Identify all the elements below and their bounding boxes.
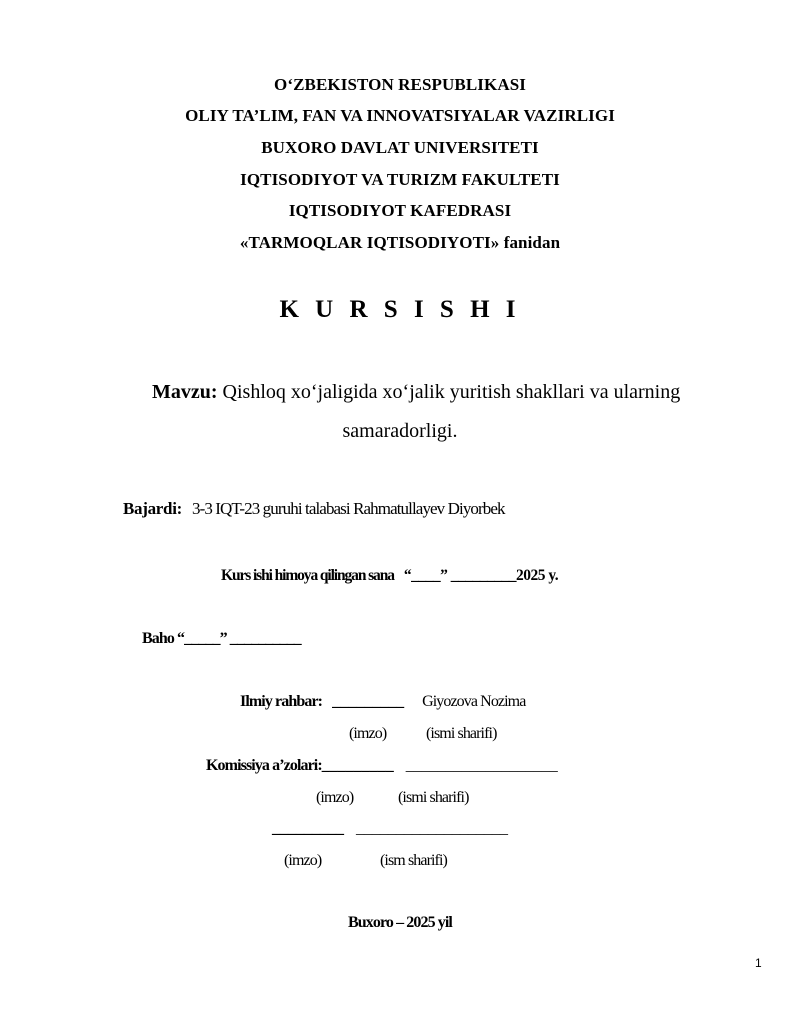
header-department: IQTISODIYOT KAFEDRASI <box>288 201 512 220</box>
defense-label: Kurs ishi himoya qilingan sana <box>221 567 394 584</box>
commission-caption-name: (ismi sharifi) <box>398 789 469 806</box>
commission-line-2 <box>272 820 508 838</box>
commission-name-blank: ___________________ <box>405 757 558 774</box>
header-faculty: IQTISODIYOT VA TURIZM FAKULTETI <box>240 170 560 189</box>
place-year: Buxoro – 2025 yil <box>348 914 452 931</box>
commission-caption-sign: (imzo) <box>316 789 354 806</box>
header-country: O‘ZBEKISTON RESPUBLIKASI <box>274 75 526 94</box>
commission-line <box>206 757 558 775</box>
bajardi-text: 3-3 IQT-23 guruhi talabasi Rahmatullayev Diyorbek <box>191 499 505 518</box>
supervisor-name: Giyozova Nozima <box>422 693 526 710</box>
topic-label: Mavzu: <box>152 381 218 403</box>
supervisor-line <box>240 693 525 711</box>
grade-label: Baho <box>142 630 174 647</box>
document-title: K U R S I S H I <box>279 296 521 323</box>
supervisor-caption-name: (ismi sharifi) <box>426 725 497 742</box>
bajardi-label: Bajardi: <box>123 499 182 518</box>
commission-sign-blank: _________ <box>321 757 394 774</box>
commission-caption-name-2: (ism sharifi) <box>380 852 447 869</box>
grade-line <box>142 630 301 648</box>
topic-text-1: Qishloq xo‘jaligida xo‘jalik yuritish shakllari va ularning <box>217 381 681 403</box>
supervisor-caption-sign: (imzo) <box>349 725 387 742</box>
page-number: 1 <box>755 956 762 970</box>
topic-line-1 <box>152 381 680 404</box>
topic-text-2: samaradorligi. <box>342 420 458 442</box>
defense-line <box>221 567 558 585</box>
commission-name-blank-2: ___________________ <box>356 820 508 837</box>
grade-blank: “_____” __________ <box>176 630 301 647</box>
supervisor-sign-blank: _________ <box>332 693 405 710</box>
supervisor-label: Ilmiy rahbar: <box>240 693 323 710</box>
defense-date-blank: “____” _________2025 y. <box>403 567 559 584</box>
commission-caption-sign-2: (imzo) <box>284 852 322 869</box>
bajardi-line <box>123 499 505 519</box>
commission-sign-blank-2: _________ <box>272 820 344 837</box>
header-ministry: OLIY TA’LIM, FAN VA INNOVATSIYALAR VAZIRLIGI <box>185 106 615 125</box>
header-subject: «TARMOQLAR IQTISODIYOTI» fanidan <box>239 233 561 252</box>
header-university: BUXORO DAVLAT UNIVERSITETI <box>261 138 539 157</box>
commission-label: Komissiya a’zolari: <box>206 757 322 774</box>
